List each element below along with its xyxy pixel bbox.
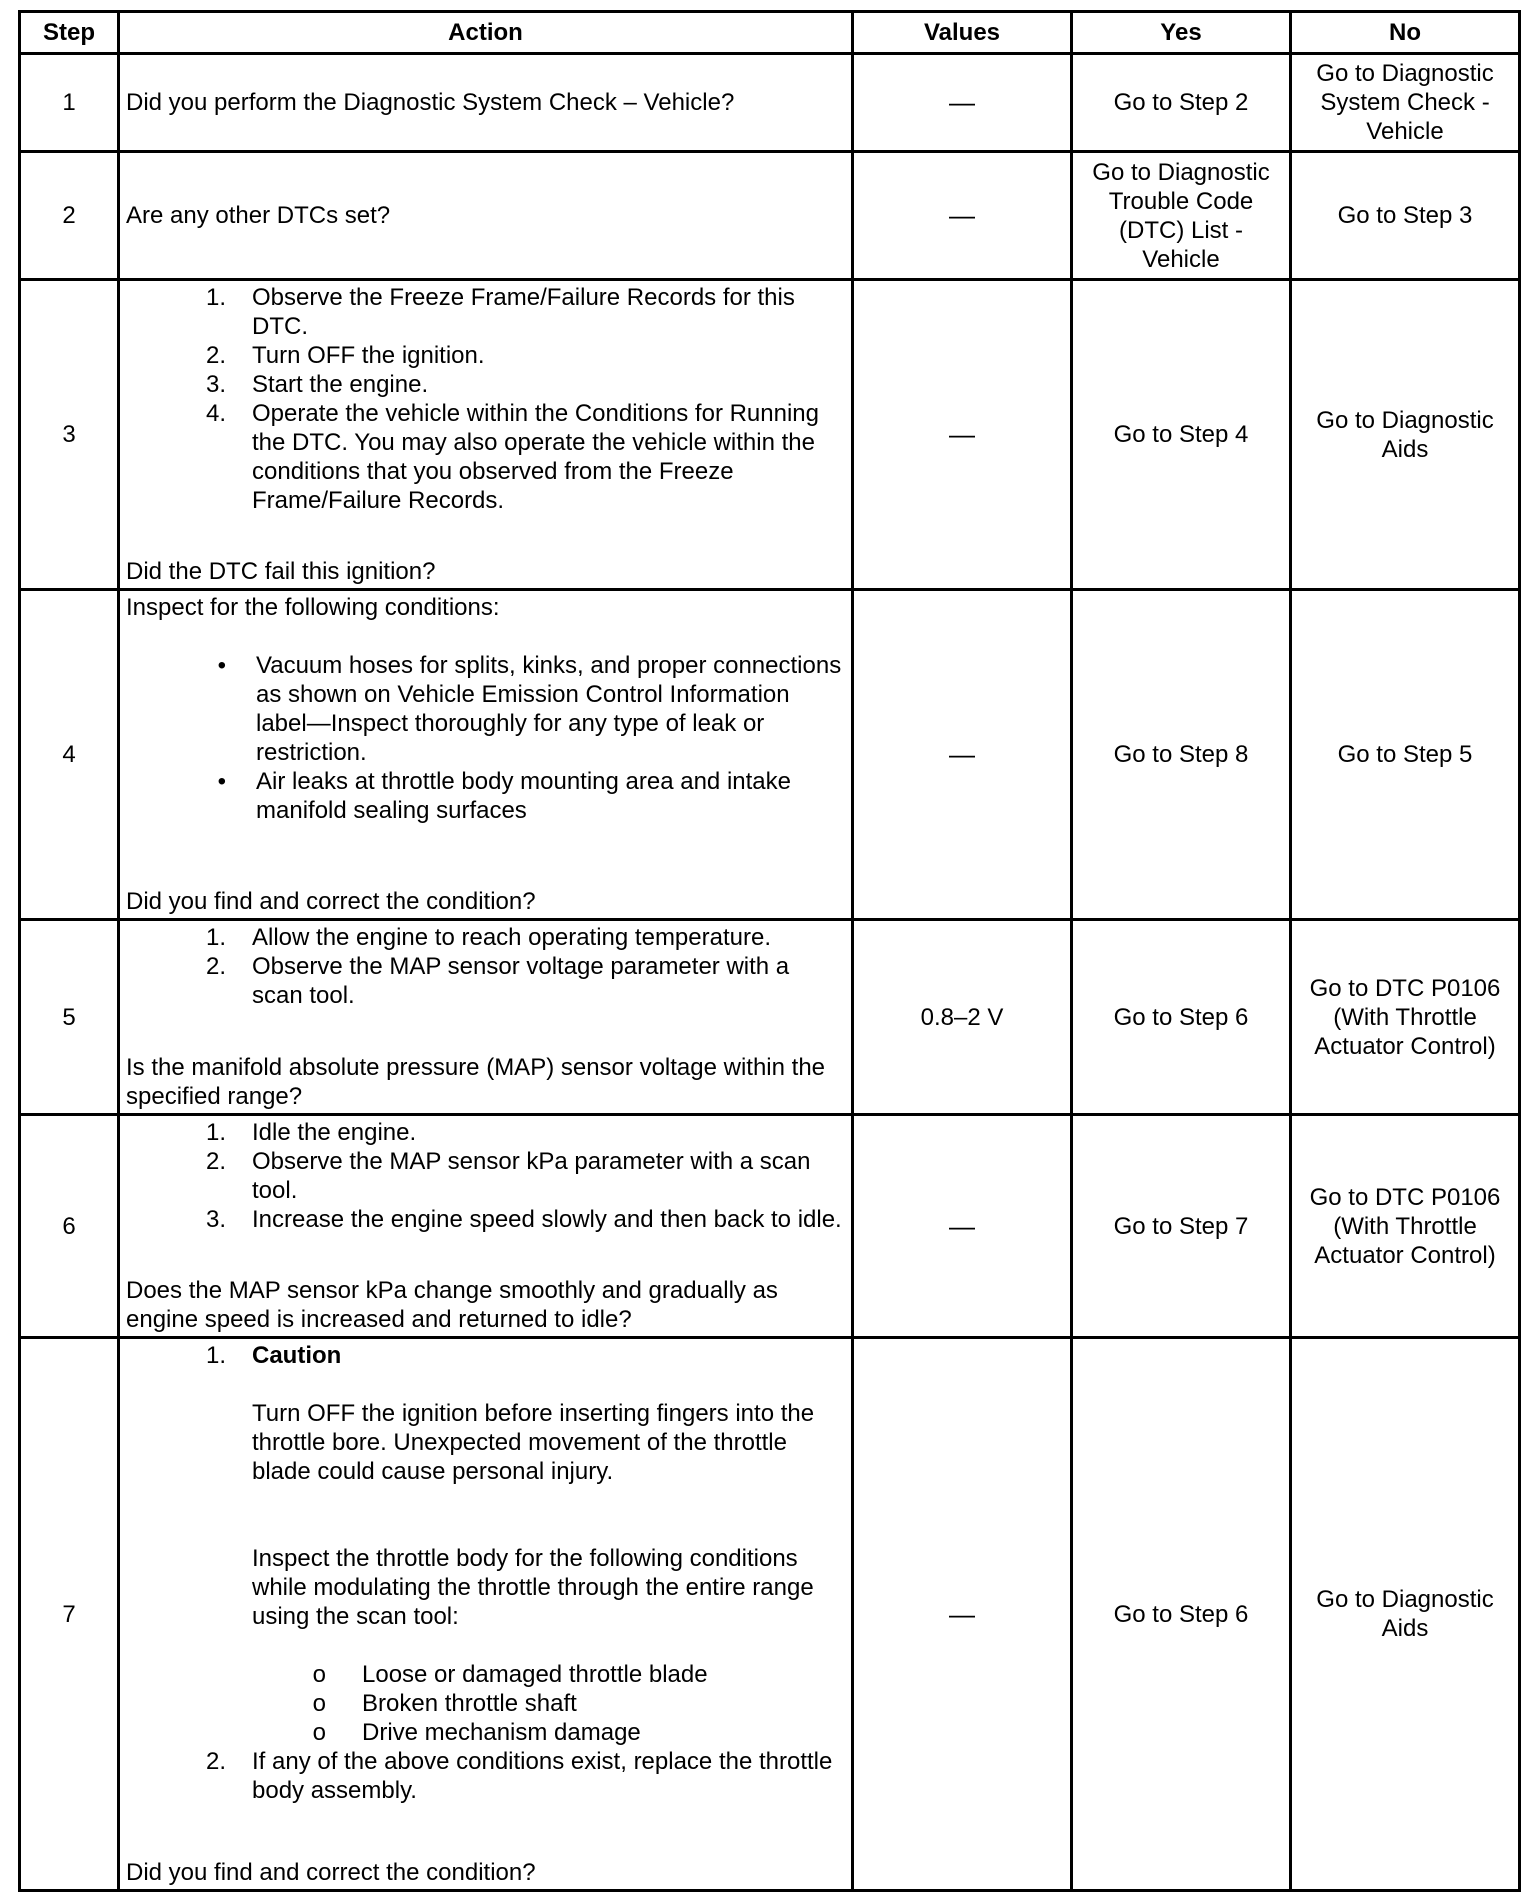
step-number: 3 (20, 280, 119, 590)
numbered-list (126, 1118, 845, 1234)
step-number: 1 (20, 54, 119, 152)
list-item: 4. Operate the vehicle within the Conditions for Running the DTC. You may also operate the vehicle within the conditions that you observed from the Freeze Frame/Failure Records. (205, 400, 819, 514)
table-row (20, 280, 1520, 590)
inspect-text: Inspect the throttle body for the following conditions while modulating the throttle through the entire range using the scan tool: (252, 1545, 814, 1630)
no-cell: Go to Diagnostic Aids (1291, 1338, 1520, 1891)
no-cell: Go to DTC P0106 (With Throttle Actuator Control) (1291, 1115, 1520, 1338)
action-cell (119, 54, 853, 152)
header-yes: Yes (1072, 12, 1291, 54)
action-cell (119, 1115, 853, 1338)
list-item: 1. Observe the Freeze Frame/Failure Records for this DTC. (205, 284, 795, 340)
question-text: Is the manifold absolute pressure (MAP) sensor voltage within the specified range? (126, 1054, 826, 1110)
numbered-list (126, 923, 845, 1010)
yes-cell: Go to Step 6 (1072, 920, 1291, 1115)
step-number: 6 (20, 1115, 119, 1338)
action-cell (119, 1338, 853, 1891)
header-values: Values (853, 12, 1072, 54)
list-item: o Broken throttle shaft (312, 1690, 577, 1717)
yes-cell: Go to Diagnostic Trouble Code (DTC) List - Vehicle (1072, 152, 1291, 280)
list-item: 1. Allow the engine to reach operating temperature. (205, 924, 771, 951)
list-item: o Drive mechanism damage (312, 1719, 641, 1746)
question-text: Did the DTC fail this ignition? (126, 558, 436, 585)
value-cell: — (853, 1338, 1072, 1891)
list-item: 3. Increase the engine speed slowly and then back to idle. (205, 1206, 842, 1233)
no-cell: Go to Step 3 (1291, 152, 1520, 280)
table-row (20, 590, 1520, 920)
step-number: 4 (20, 590, 119, 920)
table-row (20, 54, 1520, 152)
list-item: 1. Caution Turn OFF the ignition before inserting fingers into the throttle bore. Unexpected movement of the throttle blade could cause personal injury. Inspect the throttle body for the following conditions while modulating the throttle through the entire range using the scan tool: (126, 1341, 845, 1660)
no-cell: Go to Step 5 (1291, 590, 1520, 920)
value-cell: — (853, 1115, 1072, 1338)
list-item: o Loose or damaged throttle blade (312, 1661, 708, 1688)
action-cell (119, 590, 853, 920)
step-number: 5 (20, 920, 119, 1115)
value-cell: — (853, 152, 1072, 280)
no-cell: Go to DTC P0106 (With Throttle Actuator Control) (1291, 920, 1520, 1115)
question-text: Did you find and correct the condition? (126, 888, 536, 915)
table-row (20, 1338, 1520, 1891)
caution-title: Caution (252, 1342, 342, 1369)
list-item: • Vacuum hoses for splits, kinks, and proper connections as shown on Vehicle Emission Control Information label—Inspect thoroughly for any type of leak or restriction. (217, 652, 842, 766)
list-item: 1. Idle the engine. (205, 1119, 417, 1146)
action-cell (119, 280, 853, 590)
header-row (20, 12, 1520, 54)
list-item: 2. Turn OFF the ignition. (205, 342, 485, 369)
yes-cell: Go to Step 7 (1072, 1115, 1291, 1338)
question-text: Did you perform the Diagnostic System Check – Vehicle? (126, 89, 735, 116)
yes-cell: Go to Step 4 (1072, 280, 1291, 590)
list-item: • Air leaks at throttle body mounting area and intake manifold sealing surfaces (217, 768, 791, 824)
table-row (20, 1115, 1520, 1338)
table-row (20, 920, 1520, 1115)
list-item: 2. If any of the above conditions exist, replace the throttle body assembly. (205, 1748, 833, 1804)
yes-cell: Go to Step 6 (1072, 1338, 1291, 1891)
value-cell: — (853, 280, 1072, 590)
yes-cell: Go to Step 8 (1072, 590, 1291, 920)
list-item: 2. Observe the MAP sensor kPa parameter with a scan tool. (205, 1148, 811, 1204)
intro-text: Inspect for the following conditions: (126, 594, 500, 621)
table-row (20, 152, 1520, 280)
bullet-list (126, 651, 845, 825)
value-cell: — (853, 590, 1072, 920)
diagnostic-table (18, 10, 1521, 1892)
question-text: Does the MAP sensor kPa change smoothly and gradually as engine speed is increased and returned to idle? (126, 1277, 778, 1333)
step-number: 2 (20, 152, 119, 280)
value-cell: — (853, 54, 1072, 152)
action-cell (119, 152, 853, 280)
header-no: No (1291, 12, 1520, 54)
list-item: 3. Start the engine. (205, 371, 429, 398)
question-text: Did you find and correct the condition? (126, 1859, 536, 1886)
caution-text: Turn OFF the ignition before inserting fingers into the throttle bore. Unexpected movement of the throttle blade could cause personal injury. (252, 1400, 815, 1485)
step-number: 7 (20, 1338, 119, 1891)
numbered-list (126, 1341, 845, 1805)
header-step: Step (20, 12, 119, 54)
list-item: 2. Observe the MAP sensor voltage parameter with a scan tool. (205, 953, 790, 1009)
sub-list (126, 1660, 845, 1747)
header-action: Action (119, 12, 853, 54)
action-cell (119, 920, 853, 1115)
numbered-list (126, 283, 845, 515)
no-cell: Go to Diagnostic System Check - Vehicle (1291, 54, 1520, 152)
yes-cell: Go to Step 2 (1072, 54, 1291, 152)
no-cell: Go to Diagnostic Aids (1291, 280, 1520, 590)
value-cell: 0.8–2 V (853, 920, 1072, 1115)
question-text: Are any other DTCs set? (126, 202, 391, 229)
